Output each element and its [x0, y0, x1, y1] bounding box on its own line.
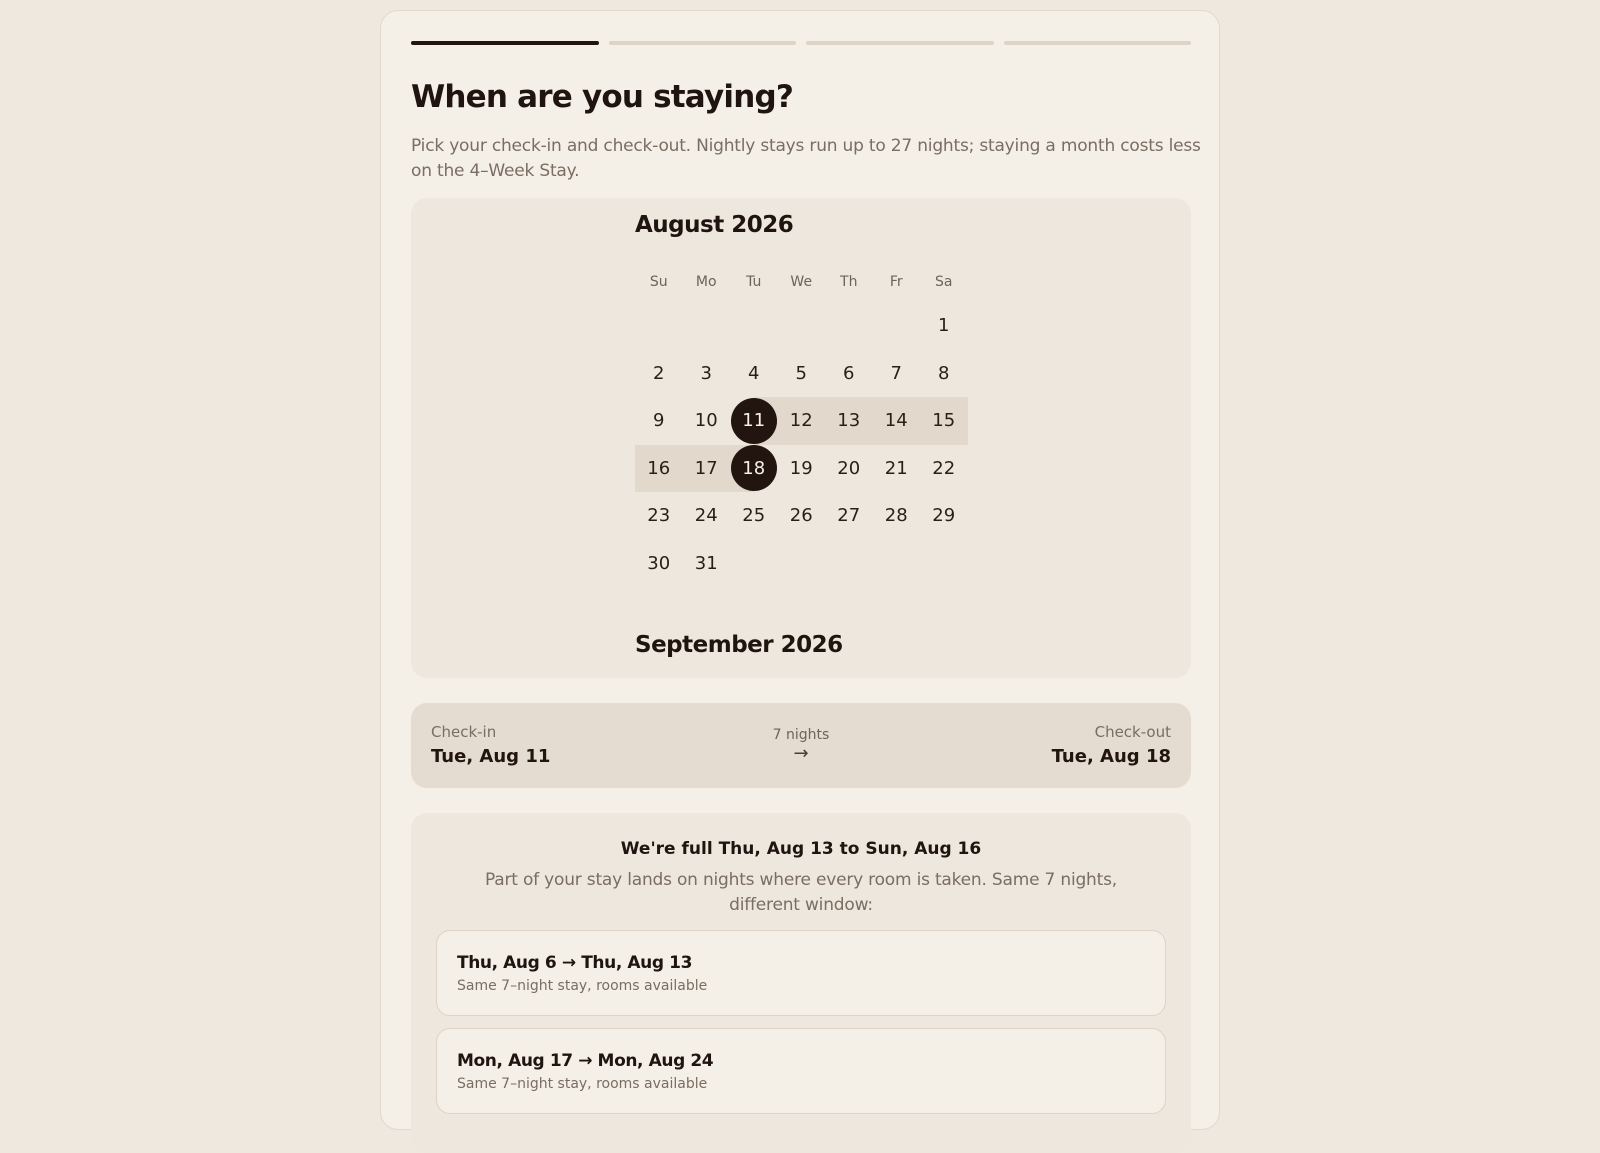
- calendar-week: [635, 540, 968, 588]
- nights-count: 7 nights: [772, 727, 830, 743]
- calendar-day[interactable]: 24: [694, 505, 718, 527]
- calendar-day[interactable]: 27: [837, 505, 861, 527]
- calendar-day[interactable]: 3: [700, 362, 712, 384]
- checkout-value: Tue, Aug 18: [1051, 746, 1171, 767]
- weekday-label: Su: [649, 274, 668, 290]
- calendar-day[interactable]: 10: [694, 410, 718, 432]
- progress-step-3: [806, 41, 994, 45]
- calendar-week: [635, 445, 968, 493]
- calendar-day[interactable]: [730, 445, 778, 493]
- calendar-day[interactable]: 17: [683, 445, 731, 493]
- progress-step-4: [1004, 41, 1192, 45]
- calendar-day[interactable]: 2: [653, 362, 665, 384]
- booking-card: [380, 10, 1220, 1130]
- option-date-range: Thu, Aug 6 → Thu, Aug 13: [457, 953, 693, 973]
- weekday-label: We: [790, 274, 813, 290]
- progress-step-1: [411, 41, 599, 45]
- month-title-august: August 2026: [635, 212, 794, 238]
- calendar-empty-cell: [873, 302, 921, 350]
- calendar-day[interactable]: 4: [748, 362, 760, 384]
- calendar-day[interactable]: 6: [843, 362, 855, 384]
- page-subtitle: Pick your check-in and check-out. Nightly stays run up to 27 nights; staying a month costs less on the 4–Week Stay.: [411, 136, 1201, 181]
- calendar-day[interactable]: 21: [884, 457, 908, 479]
- calendar-day[interactable]: 8: [938, 362, 950, 384]
- calendar-day[interactable]: 13: [825, 397, 873, 445]
- calendar-day[interactable]: 31: [694, 552, 718, 574]
- calendar-week: [635, 302, 968, 350]
- step-progress: [411, 41, 1191, 45]
- calendar-panel[interactable]: [411, 198, 1191, 678]
- calendar-empty-cell: [778, 302, 826, 350]
- weekday-label: Sa: [935, 274, 953, 290]
- calendar-empty-cell: [635, 302, 683, 350]
- weekday-label: Tu: [746, 274, 762, 290]
- calendar-grid-august: [635, 302, 968, 587]
- calendar-day[interactable]: 14: [873, 397, 921, 445]
- calendar-day[interactable]: 19: [789, 457, 813, 479]
- option-note: Same 7–night stay, rooms available: [457, 1076, 708, 1092]
- calendar-day[interactable]: 29: [932, 505, 956, 527]
- notice-title: We're full Thu, Aug 13 to Sun, Aug 16: [620, 839, 982, 859]
- calendar-empty-cell: [920, 540, 968, 588]
- calendar-week: [635, 397, 968, 445]
- calendar-day[interactable]: 5: [795, 362, 807, 384]
- alternative-option[interactable]: [436, 930, 1166, 1016]
- weekday-label: Mo: [695, 274, 717, 290]
- calendar-empty-cell: [730, 302, 778, 350]
- calendar-day[interactable]: 1: [938, 315, 950, 337]
- notice-body: Part of your stay lands on nights where every room is taken. Same 7 nights, different window:: [485, 870, 1117, 915]
- calendar-empty-cell: [730, 540, 778, 588]
- calendar-day[interactable]: 30: [647, 552, 671, 574]
- calendar-day[interactable]: 9: [653, 410, 665, 432]
- progress-step-2: [609, 41, 797, 45]
- month-title-september: September 2026: [635, 632, 843, 658]
- weekday-label: Th: [840, 274, 858, 290]
- calendar-empty-cell: [825, 540, 873, 588]
- calendar-day[interactable]: 25: [742, 505, 766, 527]
- calendar-day[interactable]: 15: [920, 397, 968, 445]
- arrow-right-icon: →: [793, 743, 809, 764]
- calendar-empty-cell: [873, 540, 921, 588]
- stay-summary: [411, 703, 1191, 788]
- checkout-label: Check-out: [1094, 723, 1171, 741]
- option-note: Same 7–night stay, rooms available: [457, 978, 708, 994]
- calendar-day[interactable]: 23: [647, 505, 671, 527]
- checkout-day-marker: 18: [731, 445, 777, 491]
- calendar-day[interactable]: [730, 397, 778, 445]
- weekday-label: Fr: [889, 274, 903, 290]
- availability-notice: [411, 813, 1191, 1153]
- calendar-week: [635, 492, 968, 540]
- calendar-week: [635, 350, 968, 398]
- calendar-empty-cell: [778, 540, 826, 588]
- calendar-day[interactable]: 16: [635, 445, 683, 493]
- calendar-day[interactable]: 26: [789, 505, 813, 527]
- checkin-value: Tue, Aug 11: [431, 746, 551, 767]
- option-date-range: Mon, Aug 17 → Mon, Aug 24: [457, 1051, 714, 1071]
- calendar-day[interactable]: 7: [890, 362, 902, 384]
- checkin-label: Check-in: [431, 723, 497, 741]
- calendar-day[interactable]: 28: [884, 505, 908, 527]
- calendar-day[interactable]: 12: [778, 397, 826, 445]
- weekday-header: [635, 274, 968, 290]
- calendar-day[interactable]: 22: [932, 457, 956, 479]
- calendar-empty-cell: [825, 302, 873, 350]
- calendar-day[interactable]: 20: [837, 457, 861, 479]
- checkin-day-marker: 11: [731, 398, 777, 444]
- calendar-empty-cell: [683, 302, 731, 350]
- page-title: When are you staying?: [411, 79, 794, 115]
- alternative-option[interactable]: [436, 1028, 1166, 1114]
